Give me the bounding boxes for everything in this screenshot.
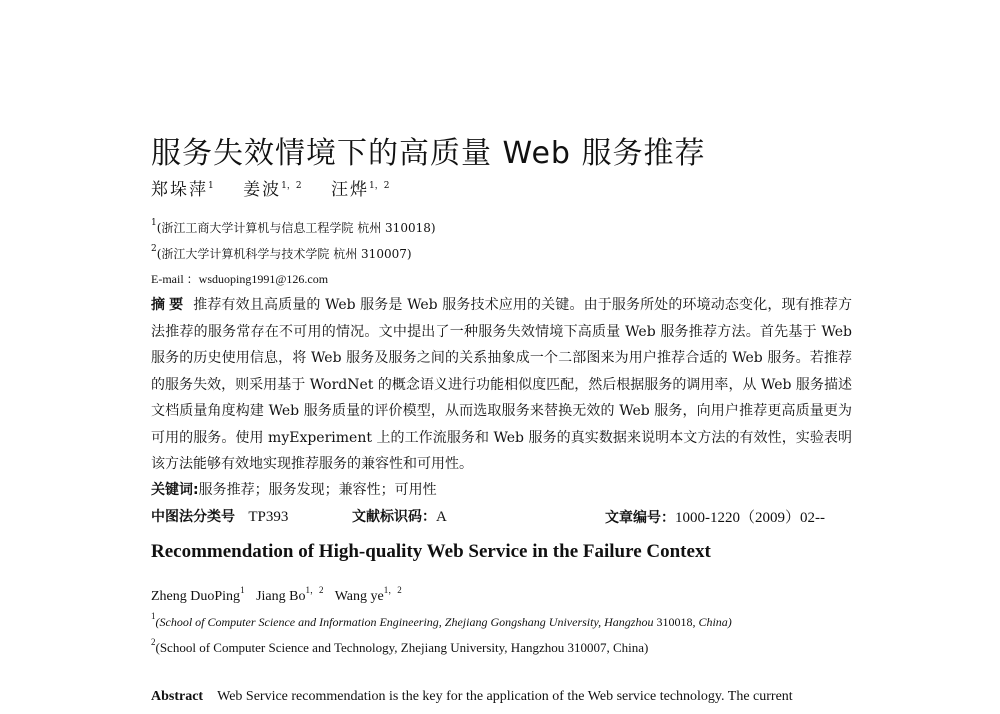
article-number xyxy=(605,506,825,527)
authors-en xyxy=(151,583,410,605)
author-cn xyxy=(331,180,389,200)
author-cn xyxy=(243,180,301,200)
author-name: 郑垛萍 xyxy=(151,180,208,200)
author-name: Wang ye xyxy=(334,589,384,604)
abstract-cn xyxy=(151,292,852,478)
author-en xyxy=(151,585,245,604)
abstract-label-cn: 摘要 xyxy=(151,297,188,313)
abstract-label-en: Abstract xyxy=(151,689,204,704)
doc-value: A xyxy=(436,509,447,525)
abstract-en xyxy=(151,689,853,705)
affil-zip: 310018 xyxy=(656,615,693,629)
author-affil-mark: 1，2 xyxy=(383,585,402,595)
author-affil-mark: 1，2 xyxy=(281,181,302,191)
clc-code xyxy=(151,506,288,526)
clc-value: TP393 xyxy=(248,509,289,525)
affil-mark: 1 xyxy=(151,218,157,228)
paper-title-en: Recommendation of High-quality Web Service in the Failure Context xyxy=(151,541,711,562)
keywords-cn xyxy=(151,479,437,499)
affil-mark: 2 xyxy=(151,637,156,647)
clc-label: 中图法分类号 xyxy=(151,509,235,525)
abstract-text-cn: 推荐有效且高质量的 Web 服务是 Web 服务技术应用的关键。由于服务所处的环境动态变化，现有推荐方法推荐的服务常存在不可用的情况。文中提出了一种服务失效情境下高质量 Web 服务推荐方法。首先基于 Web 服务的历史使用信息，将 Web 服务及服务之间的关系抽象成一个二部图来为用户推荐合适的 Web 服务。若推荐的服务失效，则采用基于 WordNet 的概念语义进行功能相似度匹配，然后根据服务的调用率，从 Web 服务描述文档质量角度构建 Web 服务质量的评价模型，从而选取服务来替换无效的 Web 服务，向用户推荐更高质量更为可用的服务。使用 myExperiment 上的工作流服务和 Web 服务的真实数据来说明本文方法的有效性，实验表明该方法能够有效地实现推荐服务的兼容性和可用性。 xyxy=(151,297,853,472)
affil-text-tail: , China) xyxy=(692,615,732,629)
author-affil-mark: 1，2 xyxy=(369,181,390,191)
affil-text: (浙江工商大学计算机与信息工程学院 杭州 310018) xyxy=(156,221,436,235)
author-cn xyxy=(151,180,214,200)
abstract-text-en: Web Service recommendation is the key for the application of the Web service technology. The current xyxy=(217,689,793,704)
paper-title-cn: 服务失效情境下的高质量 Web 服务推荐 xyxy=(151,136,706,171)
article-label: 文章编号： xyxy=(605,510,675,526)
author-affil-mark: 1 xyxy=(208,181,214,191)
author-en xyxy=(256,585,324,604)
affiliation-cn xyxy=(151,218,436,236)
author-affil-mark: 1 xyxy=(240,585,245,595)
doc-code xyxy=(352,506,447,526)
affil-mark: 2 xyxy=(151,244,157,254)
affiliation-en xyxy=(151,637,648,656)
doc-label: 文献标识码： xyxy=(352,509,436,525)
author-name: Jiang Bo xyxy=(256,589,306,604)
keywords-text-cn: 服务推荐；服务发现；兼容性；可用性 xyxy=(198,482,437,498)
affiliation-en xyxy=(151,611,732,630)
authors-cn xyxy=(151,175,411,200)
keywords-label-cn: 关键词: xyxy=(151,482,199,498)
article-value: 1000-1220（2009）02-- xyxy=(675,510,825,526)
author-name: 汪烨 xyxy=(331,180,369,200)
classification-line xyxy=(151,506,851,526)
affil-text-italic: (School of Computer Science and Information Engineering, Zhejiang Gongshang University, Hangzhou xyxy=(155,615,657,629)
affil-text: (School of Computer Science and Technology, Zhejiang University, Hangzhou 310007, China) xyxy=(155,640,649,655)
affiliation-cn xyxy=(151,244,412,262)
author-email: E-mail ：wsduoping1991@126.com xyxy=(151,272,329,286)
affil-mark: 1 xyxy=(151,611,156,621)
affil-text: (浙江大学计算机科学与技术学院 杭州 310007) xyxy=(156,247,412,261)
author-name: Zheng DuoPing xyxy=(151,589,241,604)
author-name: 姜波 xyxy=(243,180,282,200)
author-affil-mark: 1，2 xyxy=(305,585,324,595)
author-en xyxy=(334,585,402,604)
